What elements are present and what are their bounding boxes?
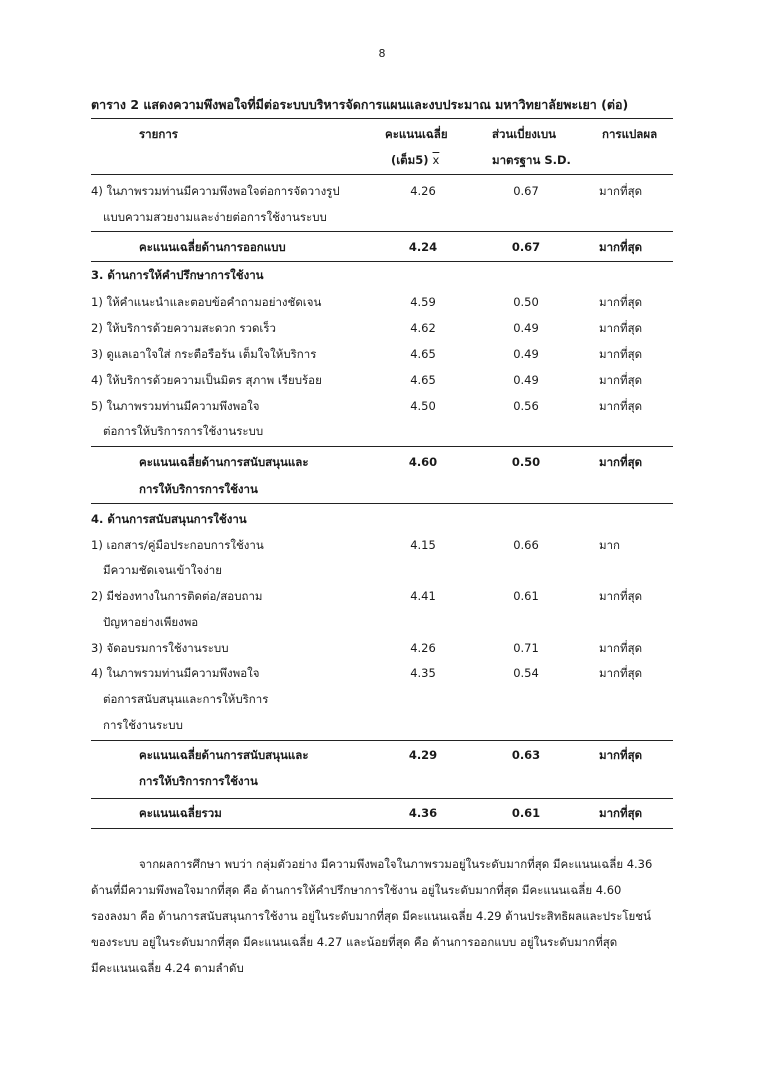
row-sd: 0.49 <box>513 347 539 361</box>
summary-row-label: คะแนนเฉลี่ยด้านการออกแบบ <box>139 240 286 254</box>
summary-line: ของระบบ อยู่ในระดับมากที่สุด มีคะแนนเฉลี่ย 4.27 และน้อยที่สุด คือ ด้านการออกแบบ อยู่ในระดับมากที่สุด <box>91 935 618 949</box>
row-mean: 4.15 <box>410 538 436 552</box>
total-row-label: คะแนนเฉลี่ยรวม <box>139 806 222 820</box>
row-mean: 4.26 <box>410 184 436 198</box>
row-sd: 0.71 <box>513 641 539 655</box>
row-interpretation: มากที่สุด <box>599 321 643 335</box>
section-heading: 3. ด้านการให้คำปรึกษาการใช้งาน <box>91 268 264 282</box>
row-interpretation: มากที่สุด <box>599 184 643 198</box>
row-mean: 4.62 <box>410 321 436 335</box>
summary-line: จากผลการศึกษา พบว่า กลุ่มตัวอย่าง มีความพึงพอใจในภาพรวมอยู่ในระดับมากที่สุด มีคะแนนเฉลี่ย 4.36 <box>139 857 653 871</box>
header-interpretation: การแปลผล <box>602 127 658 141</box>
row-item-line1: 4) ในภาพรวมท่านมีความพึงพอใจต่อการจัดวางรูป <box>91 184 340 198</box>
row-item-line1: 3) จัดอบรมการใช้งานระบบ <box>91 641 229 655</box>
row-mean: 4.59 <box>410 295 436 309</box>
header-sd-line1: ส่วนเบี่ยงเบน <box>492 127 557 141</box>
page-number: 8 <box>378 47 386 60</box>
row-mean: 4.50 <box>410 399 436 413</box>
row-interpretation: มากที่สุด <box>599 399 643 413</box>
row-item-line1: 1) เอกสาร/คู่มือประกอบการใช้งาน <box>91 538 264 552</box>
row-sd: 0.61 <box>513 589 539 603</box>
summary-row-mean: 4.60 <box>408 455 438 469</box>
summary-row-interpretation: มากที่สุด <box>599 455 643 469</box>
summary-line: มีคะแนนเฉลี่ย 4.24 ตามลำดับ <box>91 961 244 975</box>
row-item-line1: 1) ให้คำแนะนำและตอบข้อคำถามอย่างชัดเจน <box>91 295 322 309</box>
row-item-line1: 4) ให้บริการด้วยความเป็นมิตร สุภาพ เรียบร้อย <box>91 373 322 387</box>
summary-row-label-line2: การให้บริการการใช้งาน <box>139 774 258 788</box>
summary-row-sd: 0.67 <box>511 240 541 254</box>
row-item-line2: ปัญหาอย่างเพียงพอ <box>103 615 199 629</box>
section-heading: 4. ด้านการสนับสนุนการใช้งาน <box>91 512 247 526</box>
summary-row-sd: 0.50 <box>511 455 541 469</box>
row-interpretation: มากที่สุด <box>599 295 643 309</box>
row-mean: 4.65 <box>410 347 436 361</box>
summary-line: รองลงมา คือ ด้านการสนับสนุนการใช้งาน อยู่ในระดับมากที่สุด มีคะแนนเฉลี่ย 4.29 ด้านประสิทธิผลและประโยชน์ <box>91 909 651 923</box>
summary-line: ด้านที่มีความพึงพอใจมากที่สุด คือ ด้านการให้คำปรึกษาการใช้งาน อยู่ในระดับมากที่สุด มีคะแนนเฉลี่ย 4.60 <box>91 883 622 897</box>
header-mean-line1: คะแนนเฉลี่ย <box>385 127 448 141</box>
row-sd: 0.50 <box>513 295 539 309</box>
row-interpretation: มากที่สุด <box>599 589 643 603</box>
header-sd-line2: มาตรฐาน S.D. <box>492 153 571 167</box>
row-rule <box>91 740 673 741</box>
total-row-mean: 4.36 <box>408 806 438 820</box>
row-rule <box>91 446 673 447</box>
row-item-line1: 2) ให้บริการด้วยความสะดวก รวดเร็ว <box>91 321 276 335</box>
row-mean: 4.35 <box>410 666 436 680</box>
summary-row-label-line1: คะแนนเฉลี่ยด้านการสนับสนุนและ <box>139 455 309 469</box>
summary-paragraph <box>91 851 673 981</box>
row-item-line1: 3) ดูแลเอาใจใส่ กระตือรือร้น เต็มใจให้บริการ <box>91 347 317 361</box>
row-interpretation: มาก <box>599 538 621 552</box>
header-mean-full-score: (เต็ม5) <box>391 153 429 167</box>
row-mean: 4.26 <box>410 641 436 655</box>
summary-row-mean: 4.29 <box>408 748 438 762</box>
row-interpretation: มากที่สุด <box>599 666 643 680</box>
row-interpretation: มากที่สุด <box>599 641 643 655</box>
header-bottom-rule <box>91 174 673 175</box>
row-mean: 4.41 <box>410 589 436 603</box>
header-item: รายการ <box>139 127 178 141</box>
summary-row-sd: 0.63 <box>511 748 541 762</box>
row-item-line1: 5) ในภาพรวมท่านมีความพึงพอใจ <box>91 399 260 413</box>
table-top-rule <box>91 118 673 119</box>
row-rule <box>91 231 673 232</box>
row-sd: 0.56 <box>513 399 539 413</box>
row-item-line1: 4) ในภาพรวมท่านมีความพึงพอใจ <box>91 666 260 680</box>
row-sd: 0.49 <box>513 321 539 335</box>
row-interpretation: มากที่สุด <box>599 373 643 387</box>
row-item-line2: ต่อการสนับสนุนและการให้บริการ <box>103 692 269 706</box>
row-mean: 4.65 <box>410 373 436 387</box>
row-sd: 0.54 <box>513 666 539 680</box>
summary-row-interpretation: มากที่สุด <box>599 748 643 762</box>
row-rule <box>91 503 673 504</box>
row-sd: 0.67 <box>513 184 539 198</box>
total-row-sd: 0.61 <box>511 806 541 820</box>
summary-row-label-line2: การให้บริการการใช้งาน <box>139 482 258 496</box>
row-rule <box>91 261 673 262</box>
summary-row-interpretation: มากที่สุด <box>599 240 643 254</box>
table-bottom-rule <box>91 828 673 829</box>
header-mean-symbol: $\overline{x}$ <box>432 153 440 167</box>
row-sd: 0.49 <box>513 373 539 387</box>
row-item-line2: มีความชัดเจนเข้าใจง่าย <box>103 563 222 577</box>
row-item-line1: 2) มีช่องทางในการติดต่อ/สอบถาม <box>91 589 263 603</box>
row-item-line2: ต่อการให้บริการการใช้งานระบบ <box>103 424 264 438</box>
table-caption: ตาราง 2 แสดงความพึงพอใจที่มีต่อระบบบริหารจัดการแผนและงบประมาณ มหาวิทยาลัยพะเยา (ต่อ) <box>91 97 629 112</box>
summary-row-label-line1: คะแนนเฉลี่ยด้านการสนับสนุนและ <box>139 748 309 762</box>
header-mean-line2 <box>391 153 439 167</box>
row-interpretation: มากที่สุด <box>599 347 643 361</box>
summary-row-mean: 4.24 <box>408 240 438 254</box>
row-item-line3: การใช้งานระบบ <box>103 718 183 732</box>
row-rule <box>91 798 673 799</box>
total-row-interpretation: มากที่สุด <box>599 806 643 820</box>
row-item-line2: แบบความสวยงามและง่ายต่อการใช้งานระบบ <box>103 210 327 224</box>
row-sd: 0.66 <box>513 538 539 552</box>
